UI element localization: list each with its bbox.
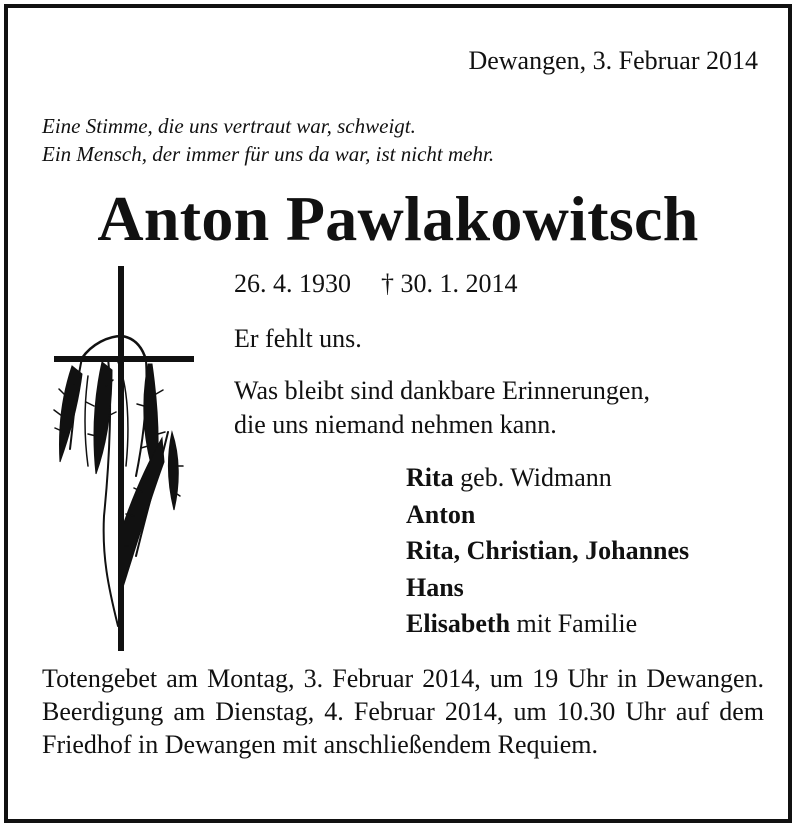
deceased-name: Anton Pawlakowitsch <box>97 183 699 254</box>
place-and-date: Dewangen, 3. Februar 2014 <box>468 46 758 75</box>
verse-line-1: Was bleibt sind dankbare Erinnerungen, <box>234 376 650 405</box>
verse <box>234 374 650 442</box>
mourner-suffix: geb. Widmann <box>453 463 612 492</box>
mourner-entry <box>406 533 689 570</box>
mourner-entry <box>406 606 689 643</box>
mourner-name: Anton <box>406 499 476 529</box>
mourner-name: Rita, Christian, Johannes <box>406 536 690 565</box>
message-line: Er fehlt uns. <box>234 324 362 353</box>
funeral-notice: Totengebet am Montag, 3. Februar 2014, um 19 Uhr in Dewangen. Beerdigung am Dienstag, 4. Februar 2014, um 10.30 Uhr auf dem Friedhof in Dewangen mit anschließendem Requiem. <box>42 664 764 759</box>
birth-date: 26. 4. 1930 <box>234 269 351 298</box>
motto-line-2: Ein Mensch, der immer für uns da war, ist nicht mehr. <box>42 142 495 166</box>
death-date: † 30. 1. 2014 <box>381 269 518 298</box>
cross-with-wheat-icon <box>48 266 196 651</box>
motto <box>42 112 494 168</box>
obituary-notice <box>4 4 792 823</box>
mourner-entry <box>406 460 689 497</box>
motto-line-1: Eine Stimme, die uns vertraut war, schweigt. <box>42 114 416 138</box>
mourner-entry <box>406 570 689 607</box>
life-dates <box>234 269 518 299</box>
verse-line-2: die uns niemand nehmen kann. <box>234 410 557 439</box>
mourner-name: Hans <box>406 572 464 602</box>
mourner-suffix: mit Familie <box>510 609 638 638</box>
mourner-name: Rita <box>406 463 454 492</box>
mourners-list <box>406 460 689 643</box>
mourner-name: Elisabeth <box>406 609 511 638</box>
mourner-entry <box>406 497 689 534</box>
